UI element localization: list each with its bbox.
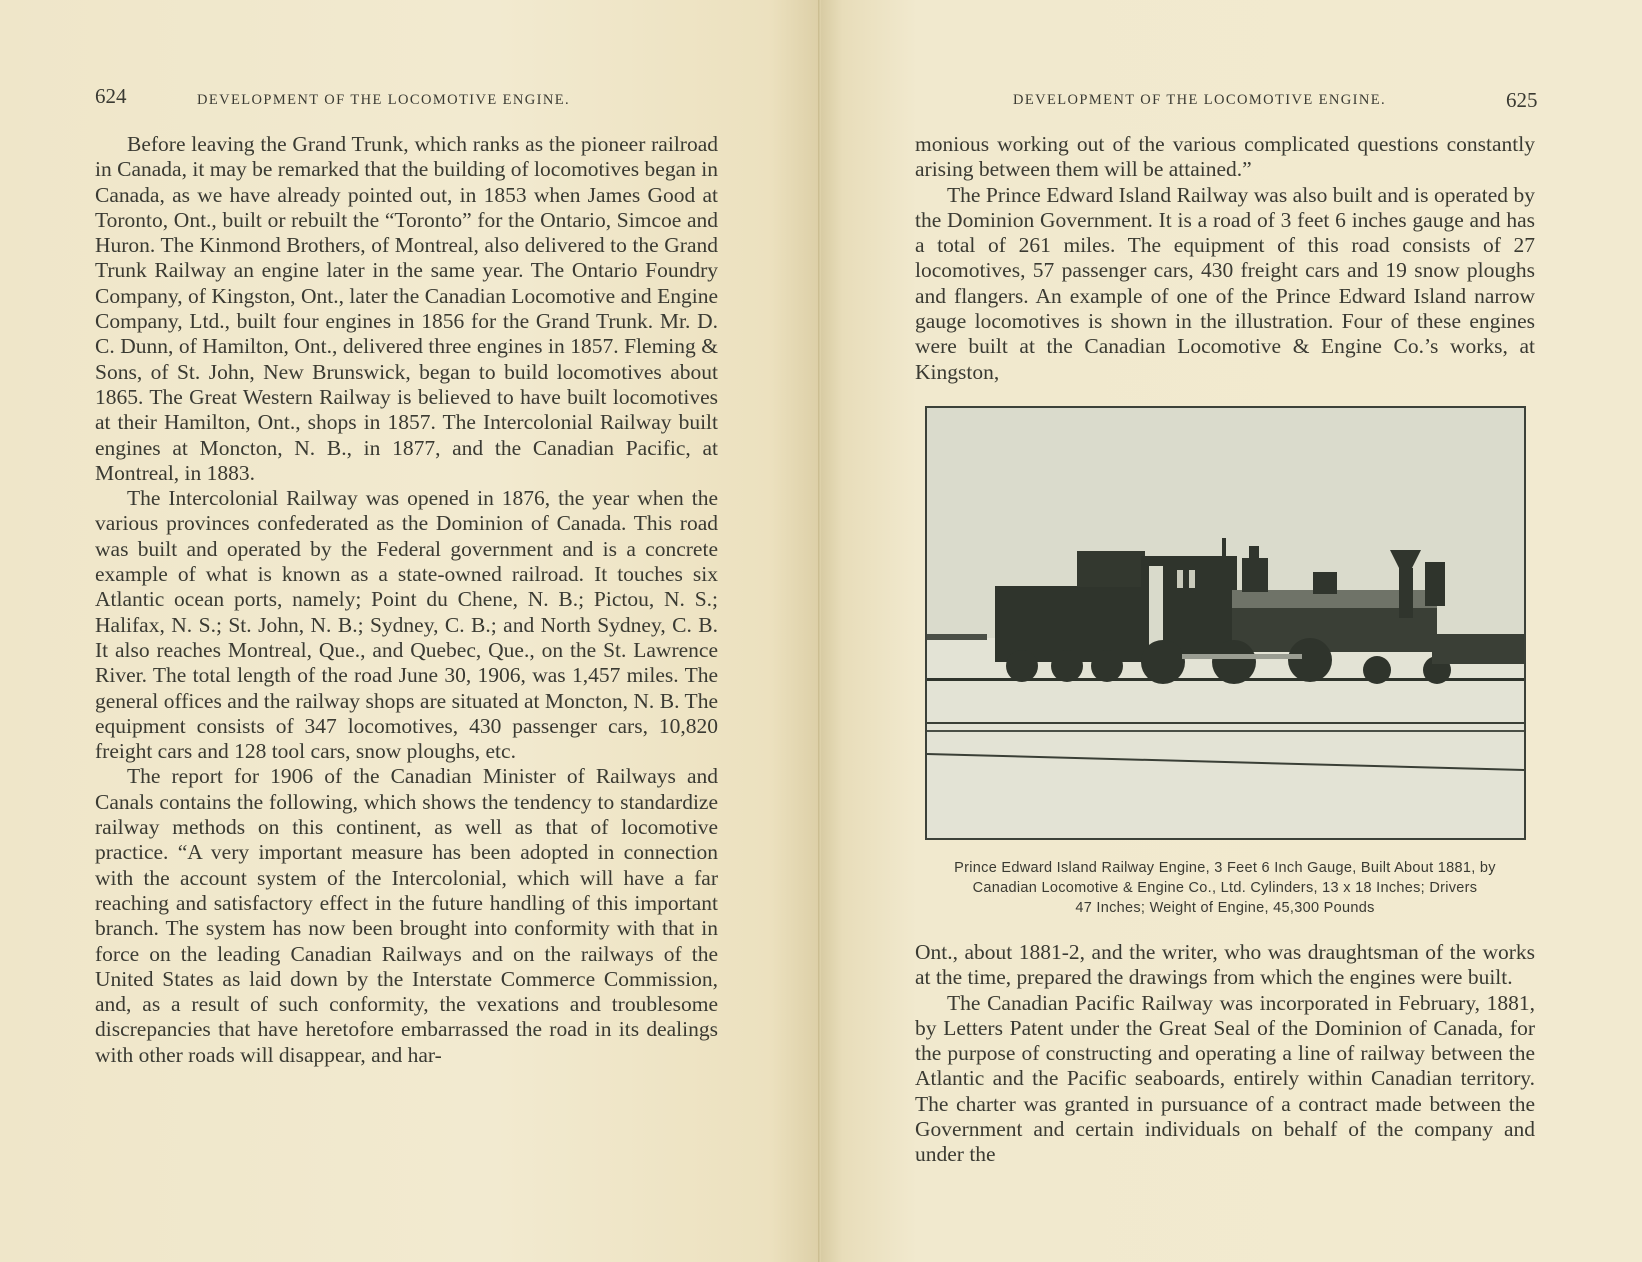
right-page	[818, 0, 1642, 1262]
paragraph: monious working out of the various complicated questions constantly arising between them will be attained.”	[915, 132, 1535, 182]
right-body-text-top	[915, 132, 1535, 385]
paragraph: Before leaving the Grand Trunk, which ranks as the pioneer railroad in Canada, it may be remarked that the building of locomotives began in Canada, as we have already pointed out, in 1853 when James Good at Toronto, Ont., built or rebuilt the “Toronto” for the Ontario, Simcoe and Huron. The Kinmond Brothers, of Montreal, also delivered to the Grand Trunk Railway an engine later in the same year. The Ontario Foundry Company, of Kingston, Ont., later the Canadian Locomotive and Engine Company, Ltd., built four engines in 1856 for the Grand Trunk. Mr. D. C. Dunn, of Hamilton, Ont., delivered three engines in 1857. Fleming & Sons, of St. John, New Brunswick, began to build locomotives about 1865. The Great Western Railway is believed to have built locomotives at their Hamilton, Ont., shops in 1857. The Intercolonial Railway built engines at Moncton, N. B., in 1877, and the Canadian Pacific, at Montreal, in 1883.	[95, 132, 718, 485]
caption-line: Prince Edward Island Railway Engine, 3 Feet 6 Inch Gauge, Built About 1881, by	[954, 860, 1496, 876]
paragraph: The Canadian Pacific Railway was incorporated in February, 1881, by Letters Patent under the Great Seal of the Dominion of Canada, for the purpose of constructing and operating a line of railway between the Atlantic and the Pacific seaboards, entirely within Canadian territory. The charter was granted in pursuance of a contract made between the Government and certain individuals on behalf of the company and under the	[915, 990, 1535, 1167]
left-body-text	[95, 132, 718, 1068]
paragraph: The Prince Edward Island Railway was also built and is operated by the Dominion Government. It is a road of 3 feet 6 inches gauge and has a total of 261 miles. The equipment of this road consists of 27 locomotives, 57 passenger cars, 430 freight cars and 19 snow ploughs and flangers. An example of one of the Prince Edward Island narrow gauge locomotives is shown in the illustration. Four of these engines were built at the Canadian Locomotive & Engine Co.’s works, at Kingston,	[915, 182, 1535, 384]
locomotive-image-icon	[927, 408, 1524, 838]
caption-line: Canadian Locomotive & Engine Co., Ltd. Cylinders, 13 x 18 Inches; Drivers	[972, 880, 1478, 896]
running-head-left: DEVELOPMENT OF THE LOCOMOTIVE ENGINE.	[197, 92, 571, 108]
page-number-left: 624	[95, 84, 127, 108]
paragraph: The report for 1906 of the Canadian Minister of Railways and Canals contains the following, which shows the tendency to standardize railway methods on this continent, as well as that of locomotive practice. “A very important measure has been adopted in connection with the account system of the Intercolonial, which will have a far reaching and satisfactory effect in the future handling of this important branch. The system has now been brought into conformity with that in force on the leading Canadian Railways and on the railways of the United States as laid down by the Interstate Commerce Commission, and, as a result of such conformity, the vexations and troublesome discrepancies that have heretofore embarrassed the road in its dealings with other roads will disappear, and har-	[95, 764, 718, 1067]
right-body-text-bottom	[915, 940, 1535, 1168]
paragraph: The Intercolonial Railway was opened in 1876, the year when the various provinces confederated as the Dominion of Canada. This road was built and operated by the Federal government and is a concrete example of what is known as a state-owned railroad. It touches six Atlantic ocean ports, namely; Point du Chene, N. B.; Pictou, N. S.; Halifax, N. S.; St. John, N. B.; Sydney, C. B.; and North Sydney, C. B. It also reaches Montreal, Que., and Quebec, Que., on the St. Lawrence River. The total length of the road June 30, 1906, was 1,457 miles. The general offices and the railway shops are situated at Moncton, N. B. The equipment consists of 347 locomotives, 430 passenger cars, 10,820 freight cars and 128 tool cars, snow ploughs, etc.	[95, 486, 718, 764]
caption-line: 47 Inches; Weight of Engine, 45,300 Pounds	[1075, 900, 1375, 916]
locomotive-photograph	[925, 406, 1526, 840]
figure-caption	[900, 858, 1550, 918]
page-number-right: 625	[1506, 88, 1538, 112]
left-page	[0, 0, 818, 1262]
book-gutter	[818, 0, 821, 1262]
running-head-right: DEVELOPMENT OF THE LOCOMOTIVE ENGINE.	[1013, 92, 1387, 108]
paragraph: Ont., about 1881-2, and the writer, who was draughtsman of the works at the time, prepared the drawings from which the engines were built.	[915, 940, 1535, 990]
